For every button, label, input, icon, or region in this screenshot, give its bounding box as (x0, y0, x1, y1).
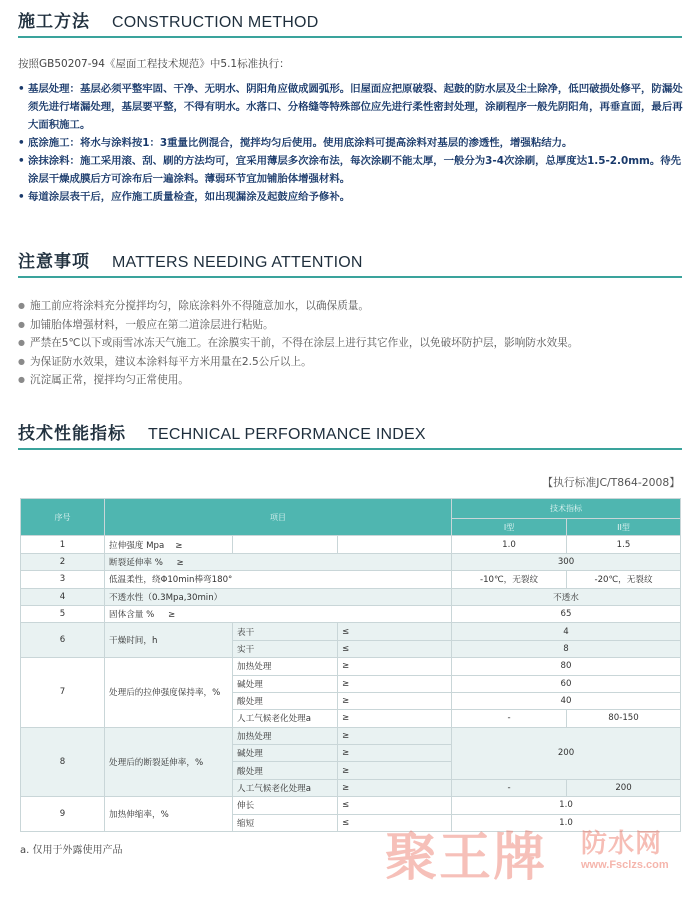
table-row: 2 断裂延伸率 % ≥ 300 (21, 553, 681, 570)
performance-section-header (18, 422, 682, 450)
watermark-site-name: 防水网 (581, 829, 663, 859)
table-row: 酸处理 ≥ 40 (21, 692, 681, 709)
list-item: ● 为保证防水效果，建议本涂料每平方米用量在2.5公斤以上。 (18, 353, 682, 372)
table-row: 碱处理 ≥ (21, 745, 681, 762)
list-item: ● 加铺胎体增强材料，一般应在第二道涂层进行粘贴。 (18, 316, 682, 335)
table-row: 4 不透水性（0.3Mpa,30min） 不透水 (21, 588, 681, 605)
table-row: 5 固体含量 % ≥ 65 (21, 605, 681, 622)
list-item: • 底涂施工：将水与涂料按1：3重量比例混合，搅拌均匀后使用。使用底涂料可提高涂料对基层的渗透性，增强粘结力。 (16, 134, 686, 152)
table-row: 6 干燥时间，h 表干 ≤ 4 (21, 623, 681, 640)
list-item: • 基层处理：基层必须平整牢固、干净、无明水、阴阳角应做成圆弧形。旧屋面应把原破裂、起鼓的防水层及尘土除净，低凹破损处修平，防漏处须先进行堵漏处理，基层要平整，不得有明水。水落口、分格缝等特殊部位应先进行柔性密封处理，涂刷程序一般先阴阳角，再垂直面，最后再大面积施工。 (16, 80, 686, 134)
list-item: • 涂抹涂料：施工采用滚、刮、刷的方法均可，宜采用薄层多次涂布法，每次涂刷不能太厚，一般分为3-4次涂刷，总厚度达1.5-2.0mm。待先涂层干燥成膜后方可涂布后一遍涂料。薄弱环节宜加铺胎体增强材料。 (16, 152, 686, 188)
table-row: 人工气候老化处理a ≥ - 200 (21, 779, 681, 796)
table-row: 9 加热伸缩率，% 伸长 ≤ 1.0 (21, 797, 681, 814)
table-row: 8 处理后的断裂延伸率，% 加热处理 ≥ 200 (21, 727, 681, 744)
list-item: ● 沉淀属正常，搅拌均匀正常使用。 (18, 371, 682, 390)
performance-table (20, 498, 681, 832)
attention-section-header (18, 250, 682, 278)
list-item: ● 施工前应将涂料充分搅拌均匀，除底涂料外不得随意加水，以确保质量。 (18, 297, 682, 316)
header-index: 技术指标 (452, 499, 681, 519)
performance-title-en: TECHNICAL PERFORMANCE INDEX (148, 426, 426, 443)
table-row: 3 低温柔性，绕Φ10min棒弯180° -10℃，无裂纹 -20℃，无裂纹 (21, 571, 681, 588)
table-footnote: a. 仅用于外露使用产品 (20, 845, 123, 856)
header-no: 序号 (21, 499, 105, 536)
watermark-url: www.Fsclzs.com (581, 859, 669, 871)
construction-title-zh: 施工方法 (18, 12, 90, 32)
list-item: ● 严禁在5℃以下或雨雪冰冻天气施工。在涂膜实干前，不得在涂层上进行其它作业，以免破坏防护层，影响防水效果。 (18, 334, 682, 353)
row1-item: 拉伸强度 Mpa ≥ (105, 536, 233, 553)
table-row: 碱处理 ≥ 60 (21, 675, 681, 692)
header-type2: II型 (567, 519, 681, 536)
attention-list (18, 297, 682, 390)
watermark-brand: 聚王牌 (385, 828, 548, 888)
table-row: 7 处理后的拉伸强度保持率，% 加热处理 ≥ 80 (21, 658, 681, 675)
construction-intro: 按照GB50207-94《屋面工程技术规范》中5.1标准执行： (18, 58, 290, 70)
table-row: 缩短 ≤ 1.0 (21, 814, 681, 831)
list-item: • 每道涂层表干后，应作施工质量检查，如出现漏涂及起鼓应给予修补。 (16, 188, 686, 206)
construction-title-en: CONSTRUCTION METHOD (112, 14, 319, 31)
table-row: 人工气候老化处理a ≥ - 80-150 (21, 710, 681, 727)
performance-title-zh: 技术性能指标 (18, 424, 126, 444)
standard-note: 【执行标准JC/T864-2008】 (542, 476, 680, 489)
attention-title-en: MATTERS NEEDING ATTENTION (112, 254, 363, 271)
header-type1: I型 (452, 519, 567, 536)
header-item: 项目 (105, 499, 452, 536)
attention-title-zh: 注意事项 (18, 252, 90, 272)
construction-list (16, 80, 686, 206)
construction-section-header (18, 10, 682, 38)
table-row: 实干 ≤ 8 (21, 640, 681, 657)
table-row: 1 拉伸强度 Mpa ≥ 1.0 1.5 (21, 536, 681, 553)
table-row: 酸处理 ≥ (21, 762, 681, 779)
